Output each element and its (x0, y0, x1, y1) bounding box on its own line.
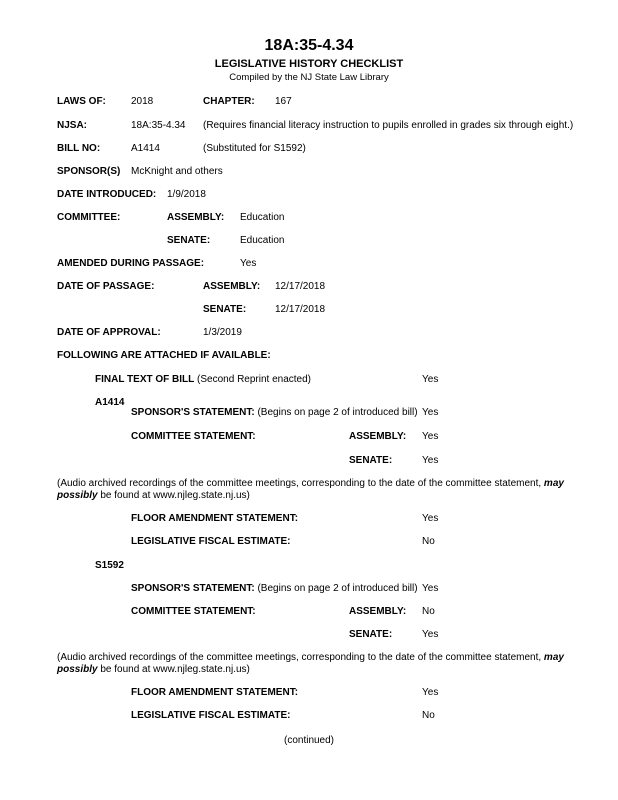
final-text-note: (Second Reprint enacted) (197, 374, 312, 385)
s1592-floor-value: Yes (422, 687, 439, 698)
date-of-approval-label: DATE OF APPROVAL: (57, 327, 161, 338)
date-of-passage-label: DATE OF PASSAGE: (57, 281, 155, 292)
a1414-audio-note-end: be found at www.njleg.state.nj.us) (97, 490, 250, 501)
s1592-audio-note-start: (Audio archived recordings of the committee meetings, corresponding to the date of the committee statement, (57, 652, 544, 663)
bill-no-note: (Substituted for S1592) (203, 143, 306, 154)
committee-label: COMMITTEE: (57, 212, 121, 223)
chapter-value: 167 (275, 96, 292, 107)
passage-assembly-label: ASSEMBLY: (203, 281, 261, 292)
s1592-audio-note-emphasis: may possibly (57, 652, 564, 675)
a1414-sponsor-value: Yes (422, 407, 439, 418)
date-of-approval-value: 1/3/2019 (203, 327, 242, 338)
committee-assembly-value: Education (240, 212, 285, 223)
s1592-senate-label: SENATE: (349, 629, 393, 640)
s1592-assembly-value: No (422, 606, 435, 617)
attached-heading: FOLLOWING ARE ATTACHED IF AVAILABLE: (57, 350, 271, 361)
a1414-audio-note-start: (Audio archived recordings of the committee meetings, corresponding to the date of the committee statement, (57, 478, 544, 489)
a1414-senate-label: SENATE: (349, 455, 393, 466)
a1414-assembly-label: ASSEMBLY: (349, 431, 407, 442)
s1592-sponsor-row (131, 583, 418, 594)
laws-of-label: LAWS OF: (57, 96, 106, 107)
final-text-label: FINAL TEXT OF BILL (95, 374, 195, 385)
a1414-bill-label: A1414 (95, 397, 125, 408)
njsa-description: (Requires financial literacy instruction to pupils enrolled in grades six through eight.) (203, 120, 574, 131)
s1592-assembly-label: ASSEMBLY: (349, 606, 407, 617)
s1592-sponsor-note: (Begins on page 2 of introduced bill) (257, 583, 418, 594)
sponsors-label: SPONSOR(S) (57, 166, 121, 177)
final-text-value: Yes (422, 374, 439, 385)
amended-label: AMENDED DURING PASSAGE: (57, 258, 205, 269)
committee-assembly-label: ASSEMBLY: (167, 212, 225, 223)
njsa-value: 18A:35-4.34 (131, 120, 186, 131)
bill-no-value: A1414 (131, 143, 160, 154)
s1592-fiscal-value: No (422, 710, 435, 721)
s1592-bill-label: S1592 (95, 560, 124, 571)
a1414-fiscal-value: No (422, 536, 435, 547)
amended-value: Yes (240, 258, 257, 269)
a1414-sponsor-label: SPONSOR'S STATEMENT: (131, 407, 255, 418)
s1592-sponsor-label: SPONSOR'S STATEMENT: (131, 583, 255, 594)
a1414-fiscal-label: LEGISLATIVE FISCAL ESTIMATE: (131, 536, 291, 547)
sponsors-value: McKnight and others (131, 166, 223, 177)
bill-no-label: BILL NO: (57, 143, 101, 154)
a1414-senate-value: Yes (422, 455, 439, 466)
a1414-sponsor-row (131, 407, 418, 418)
date-introduced-value: 1/9/2018 (167, 189, 206, 200)
a1414-audio-note (57, 478, 605, 502)
a1414-committee-label: COMMITTEE STATEMENT: (131, 431, 256, 442)
a1414-audio-note-emphasis: may possibly (57, 478, 564, 501)
committee-senate-value: Education (240, 235, 285, 246)
passage-senate-value: 12/17/2018 (275, 304, 326, 315)
checklist-subtitle: LEGISLATIVE HISTORY CHECKLIST (214, 58, 404, 70)
laws-of-value: 2018 (131, 96, 154, 107)
compiled-by: Compiled by the NJ State Law Library (229, 72, 389, 83)
s1592-floor-label: FLOOR AMENDMENT STATEMENT: (131, 687, 299, 698)
s1592-audio-note-end: be found at www.njleg.state.nj.us) (97, 664, 250, 675)
a1414-floor-value: Yes (422, 513, 439, 524)
continued-note: (continued) (283, 735, 335, 746)
njsa-label: NJSA: (57, 120, 88, 131)
date-introduced-label: DATE INTRODUCED: (57, 189, 157, 200)
s1592-fiscal-label: LEGISLATIVE FISCAL ESTIMATE: (131, 710, 291, 721)
page-title: 18A:35-4.34 (264, 37, 354, 54)
a1414-floor-label: FLOOR AMENDMENT STATEMENT: (131, 513, 299, 524)
a1414-assembly-value: Yes (422, 431, 439, 442)
s1592-senate-value: Yes (422, 629, 439, 640)
chapter-label: CHAPTER: (203, 96, 255, 107)
passage-assembly-value: 12/17/2018 (275, 281, 326, 292)
s1592-audio-note (57, 652, 605, 676)
committee-senate-label: SENATE: (167, 235, 211, 246)
s1592-committee-label: COMMITTEE STATEMENT: (131, 606, 256, 617)
passage-senate-label: SENATE: (203, 304, 247, 315)
final-text-row (95, 374, 311, 385)
s1592-sponsor-value: Yes (422, 583, 439, 594)
a1414-sponsor-note: (Begins on page 2 of introduced bill) (257, 407, 418, 418)
